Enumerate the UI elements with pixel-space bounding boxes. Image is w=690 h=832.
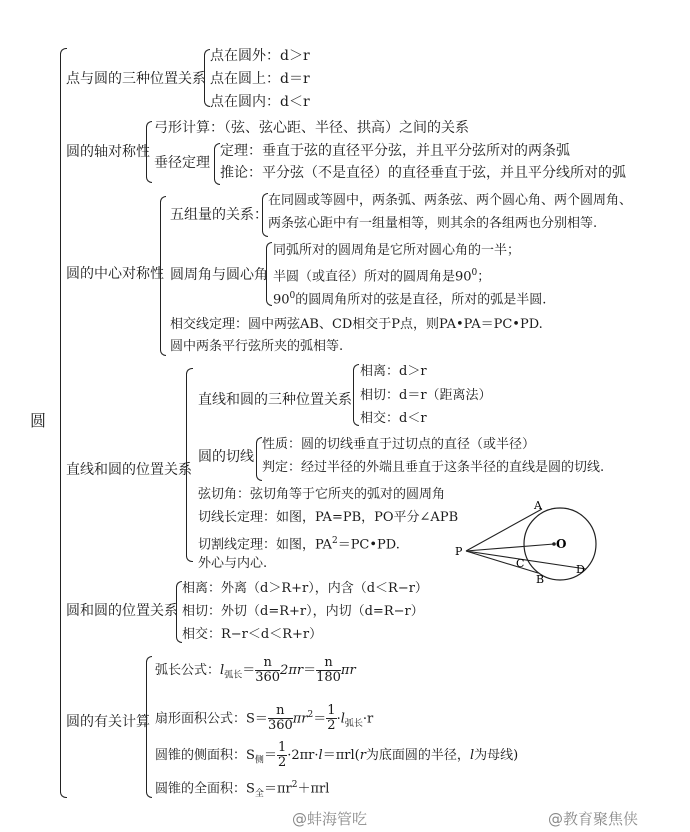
label-d: D bbox=[576, 563, 585, 576]
s4-qx-item: 性质：圆的切线垂直于过切点的直径（或半径） bbox=[262, 437, 536, 452]
s3-wuzu-line: 在同圆或等圆中，两条弧、两条弦、两个圆心角、两个圆周角、 bbox=[268, 193, 633, 208]
label-o: O bbox=[556, 537, 567, 551]
s3-zhou-line: 同弧所对的圆周角是它所对圆心角的一半； bbox=[273, 243, 521, 258]
s5-item: 相切：外切（d=R+r），内切（d=R−r） bbox=[182, 604, 424, 619]
label-c: C bbox=[516, 557, 525, 570]
s6-brace bbox=[146, 656, 152, 798]
s3-pingxing: 圆中两条平行弦所夹的弧相等. bbox=[170, 339, 344, 354]
formula-arc-length: 弧长公式：$l_{弧长}=$ $\frac{n}{360}$ 2πr＝ $\frac{n}{180}$ πr bbox=[155, 655, 356, 685]
tangent-pa bbox=[466, 509, 542, 551]
s2-brace bbox=[146, 121, 152, 183]
s1-item: 点在圆内：d＜r bbox=[210, 94, 310, 110]
s4-zx-item: 相离：d＞r bbox=[360, 364, 427, 379]
s5-item: 相离：外离（d＞R+r），内含（d＜R−r） bbox=[182, 581, 428, 596]
s4-zx-brace bbox=[353, 364, 359, 426]
s3-xiangjiao: 相交线定理：圆中两弦AB、CD相交于P点，则PA•PA＝PC•PD. bbox=[170, 317, 543, 332]
s4-title: 直线和圆的位置关系 bbox=[66, 462, 192, 478]
label-a: A bbox=[534, 499, 542, 512]
s5-title: 圆和圆的位置关系 bbox=[66, 603, 178, 619]
s4-zx-item: 相交：d＜r bbox=[360, 411, 427, 426]
s3-zhou-line2: 半圆（或直径）所对的圆周角是$90^0$； bbox=[273, 268, 491, 285]
s3-zhou-brace bbox=[266, 242, 272, 306]
s3-zhou: 圆周角与圆心角 bbox=[170, 267, 268, 283]
s1-item: 点在圆外：d＞r bbox=[210, 48, 310, 64]
label-p: P bbox=[455, 545, 463, 558]
s4-wx: 外心与内心. bbox=[198, 556, 268, 571]
s3-wuzu-line: 两条弦心距中有一组量相等，则其余的各组两也分别相等. bbox=[268, 216, 598, 231]
s4-qx-item: 判定：经过半径的外端且垂直于这条半径的直线是圆的切线. bbox=[262, 460, 605, 475]
secant-pd bbox=[466, 551, 586, 569]
s4-xqj: 弦切角：弦切角等于它所夹的弧对的圆周角 bbox=[198, 487, 446, 502]
s4-zx: 直线和圆的三种位置关系 bbox=[198, 392, 352, 408]
s4-qxc: 切线长定理：如图，PA=PB，PO平分∠APB bbox=[198, 510, 459, 525]
tangent-pb bbox=[466, 551, 538, 573]
label-b: B bbox=[536, 573, 545, 586]
s3-title: 圆的中心对称性 bbox=[66, 266, 164, 282]
watermark-left: @蚌海管吃 bbox=[292, 810, 368, 828]
s4-brace bbox=[186, 368, 193, 562]
formula-cone-total: 圆锥的全面积：$S_全=\pi r^2+\pi rl$ bbox=[155, 780, 330, 799]
tangent-secant-figure bbox=[450, 497, 600, 589]
line-po bbox=[466, 544, 554, 551]
s4-zx-item: 相切：d＝r（距离法） bbox=[360, 388, 492, 403]
s1-item: 点在圆上：d＝r bbox=[210, 71, 310, 87]
s2-gong: 弓形计算：（弦、弦心距、半径、拱高）之间的关系 bbox=[154, 120, 469, 136]
s3-zhou-line3: $90^0$的圆周角所对的弦是直径，所对的弧是半圆. bbox=[273, 291, 547, 308]
s3-wuzu: 五组量的关系： bbox=[170, 207, 268, 223]
watermark-right: @教育聚焦侠 bbox=[548, 810, 639, 828]
s6-title: 圆的有关计算 bbox=[66, 714, 150, 730]
s4-qx: 圆的切线 bbox=[198, 449, 254, 465]
s1-title: 点与圆的三种位置关系 bbox=[66, 71, 206, 87]
s3-brace bbox=[160, 196, 166, 356]
s4-qgx: 切割线定理：如图，$PA^2=PC•PD$. bbox=[198, 536, 400, 553]
s2-tuilun: 推论：平分弦（不是直径）的直径垂直于弦，并且平分线所对的弧 bbox=[220, 165, 626, 181]
formula-sector-area: 扇形面积公式：S＝ $\frac{n}{360}$ $\pi r^2=$ $\frac{1}{2}$ $\cdot l_{弧长}\cdot r$ bbox=[155, 703, 374, 734]
s2-chuijing: 垂径定理 bbox=[154, 155, 210, 171]
root-title: 圆 bbox=[30, 411, 47, 430]
s2-title: 圆的轴对称性 bbox=[66, 144, 150, 160]
formula-cone-lateral: 圆锥的侧面积：$S_侧=$ $\frac{1}{2}$ ·2πr·l＝πrl(r为底面圆的半径，l为母线) bbox=[155, 740, 519, 770]
s5-item: 相交：R−r＜d＜R+r） bbox=[182, 627, 323, 642]
s2-dingli: 定理：垂直于弦的直径平分弦，并且平分弦所对的两条弧 bbox=[220, 143, 570, 159]
